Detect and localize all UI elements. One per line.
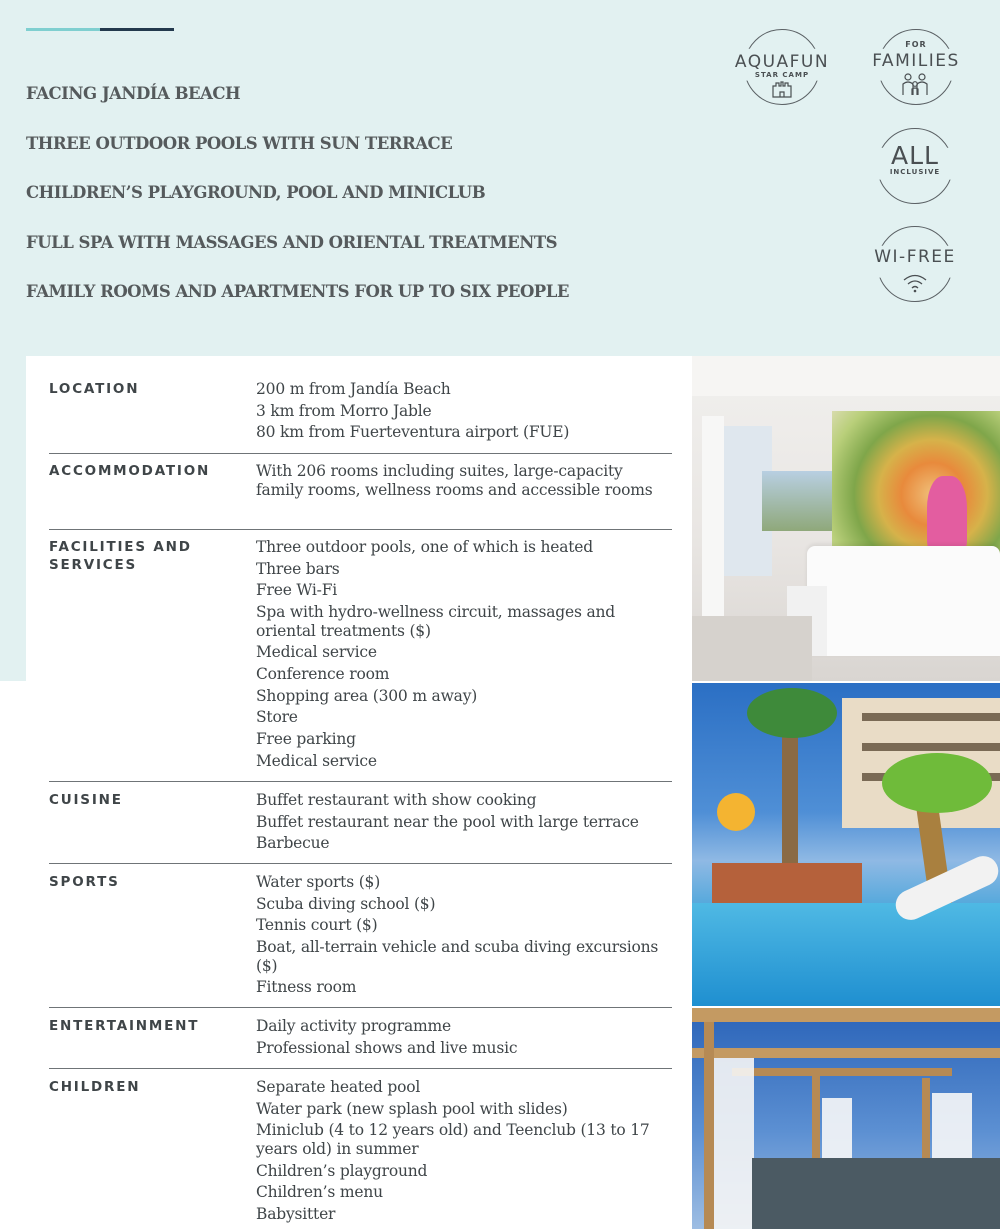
family-icon xyxy=(878,72,954,100)
info-row-entertainment xyxy=(49,1017,672,1069)
row-label: ACCOMMODATION xyxy=(49,463,211,479)
list-item: With 206 rooms including suites, large-capacity family rooms, wellness rooms and accessible rooms xyxy=(256,462,653,499)
row-label: LOCATION xyxy=(49,381,140,397)
highlight-item: THREE OUTDOOR POOLS WITH SUN TERRACE xyxy=(26,133,453,153)
wifi-icon xyxy=(877,273,953,297)
list-item: Water park (new splash pool with slides) xyxy=(256,1099,568,1118)
row-items xyxy=(256,791,666,856)
list-item: Buffet restaurant near the pool with large terrace xyxy=(256,812,639,831)
row-items xyxy=(256,462,666,502)
list-item: 200 m from Jandía Beach xyxy=(256,380,451,398)
highlight-item: FULL SPA WITH MASSAGES AND ORIENTAL TREATMENTS xyxy=(26,232,558,252)
accent-line-teal xyxy=(26,28,100,31)
list-item: Separate heated pool xyxy=(256,1078,421,1096)
list-item: Boat, all-terrain vehicle and scuba diving excursions ($) xyxy=(256,938,659,975)
pool-photo xyxy=(692,683,1000,1006)
info-row-sports xyxy=(49,873,672,1008)
list-item: Fitness room xyxy=(256,978,357,997)
list-item: Children’s menu xyxy=(256,1183,383,1202)
all-inclusive-sub: INCLUSIVE xyxy=(889,168,941,176)
list-item: Conference room xyxy=(256,664,390,683)
list-item: Store xyxy=(256,708,298,727)
row-label: FACILITIES AND SERVICES xyxy=(49,539,192,573)
aquafun-badge xyxy=(734,29,830,105)
list-item: Medical service xyxy=(256,643,377,662)
list-item: 3 km from Morro Jable xyxy=(256,401,432,420)
list-item: Free Wi-Fi xyxy=(256,581,338,600)
wifi-badge xyxy=(874,226,956,302)
list-item: Barbecue xyxy=(256,834,330,853)
castle-icon xyxy=(744,80,820,102)
list-item: Spa with hydro-wellness circuit, massages and oriental treatments ($) xyxy=(256,603,616,640)
all-inclusive-badge xyxy=(877,128,953,204)
row-label: CHILDREN xyxy=(49,1079,141,1095)
list-item: Three bars xyxy=(256,559,340,578)
wifi-title: WI-FREE xyxy=(874,247,956,267)
row-items xyxy=(256,1078,666,1227)
list-item: Tennis court ($) xyxy=(256,916,378,935)
row-items xyxy=(256,380,666,445)
list-item: 80 km from Fuerteventura airport (FUE) xyxy=(256,423,570,442)
list-item: Free parking xyxy=(256,730,356,748)
panel-band xyxy=(0,356,26,681)
list-item: Daily activity programme xyxy=(256,1017,452,1035)
all-inclusive-title: ALL xyxy=(891,141,939,170)
list-item: Babysitter xyxy=(256,1204,336,1223)
list-item: Children’s playground xyxy=(256,1161,428,1180)
info-table xyxy=(26,356,692,1229)
list-item: Professional shows and live music xyxy=(256,1038,518,1057)
highlight-item: FACING JANDÍA BEACH xyxy=(26,84,241,103)
list-item: Water sports ($) xyxy=(256,873,381,891)
accent-line-navy xyxy=(100,28,174,31)
hotel-room-photo xyxy=(692,356,1000,681)
info-row-location xyxy=(49,380,672,454)
families-badge xyxy=(872,29,960,105)
highlight-item: FAMILY ROOMS AND APARTMENTS FOR UP TO SIX PEOPLE xyxy=(26,282,569,301)
list-item: Three outdoor pools, one of which is heated xyxy=(256,538,593,556)
row-label: SPORTS xyxy=(49,874,120,890)
info-row-facilities xyxy=(49,538,672,782)
aquafun-sub: STAR CAMP xyxy=(754,71,810,79)
row-items xyxy=(256,873,666,1000)
list-item: Buffet restaurant with show cooking xyxy=(256,791,537,809)
terrace-photo xyxy=(692,1008,1000,1229)
highlight-item: CHILDREN’S PLAYGROUND, POOL AND MINICLUB xyxy=(26,183,486,202)
families-title: FAMILIES xyxy=(872,51,960,71)
highlights-list xyxy=(26,82,706,330)
list-item: Miniclub (4 to 12 years old) and Teenclub (13 to 17 years old) in summer xyxy=(256,1121,650,1158)
row-items xyxy=(256,538,666,773)
row-label: CUISINE xyxy=(49,792,123,808)
list-item: Shopping area (300 m away) xyxy=(256,686,478,705)
info-row-children xyxy=(49,1078,672,1228)
aquafun-title: AQUAFUN xyxy=(734,52,830,72)
row-label: ENTERTAINMENT xyxy=(49,1018,200,1034)
row-items xyxy=(256,1017,666,1060)
info-row-accommodation xyxy=(49,462,672,530)
list-item: Medical service xyxy=(256,751,377,770)
list-item: Scuba diving school ($) xyxy=(256,894,436,913)
families-top: FOR xyxy=(905,40,927,49)
info-row-cuisine xyxy=(49,791,672,864)
